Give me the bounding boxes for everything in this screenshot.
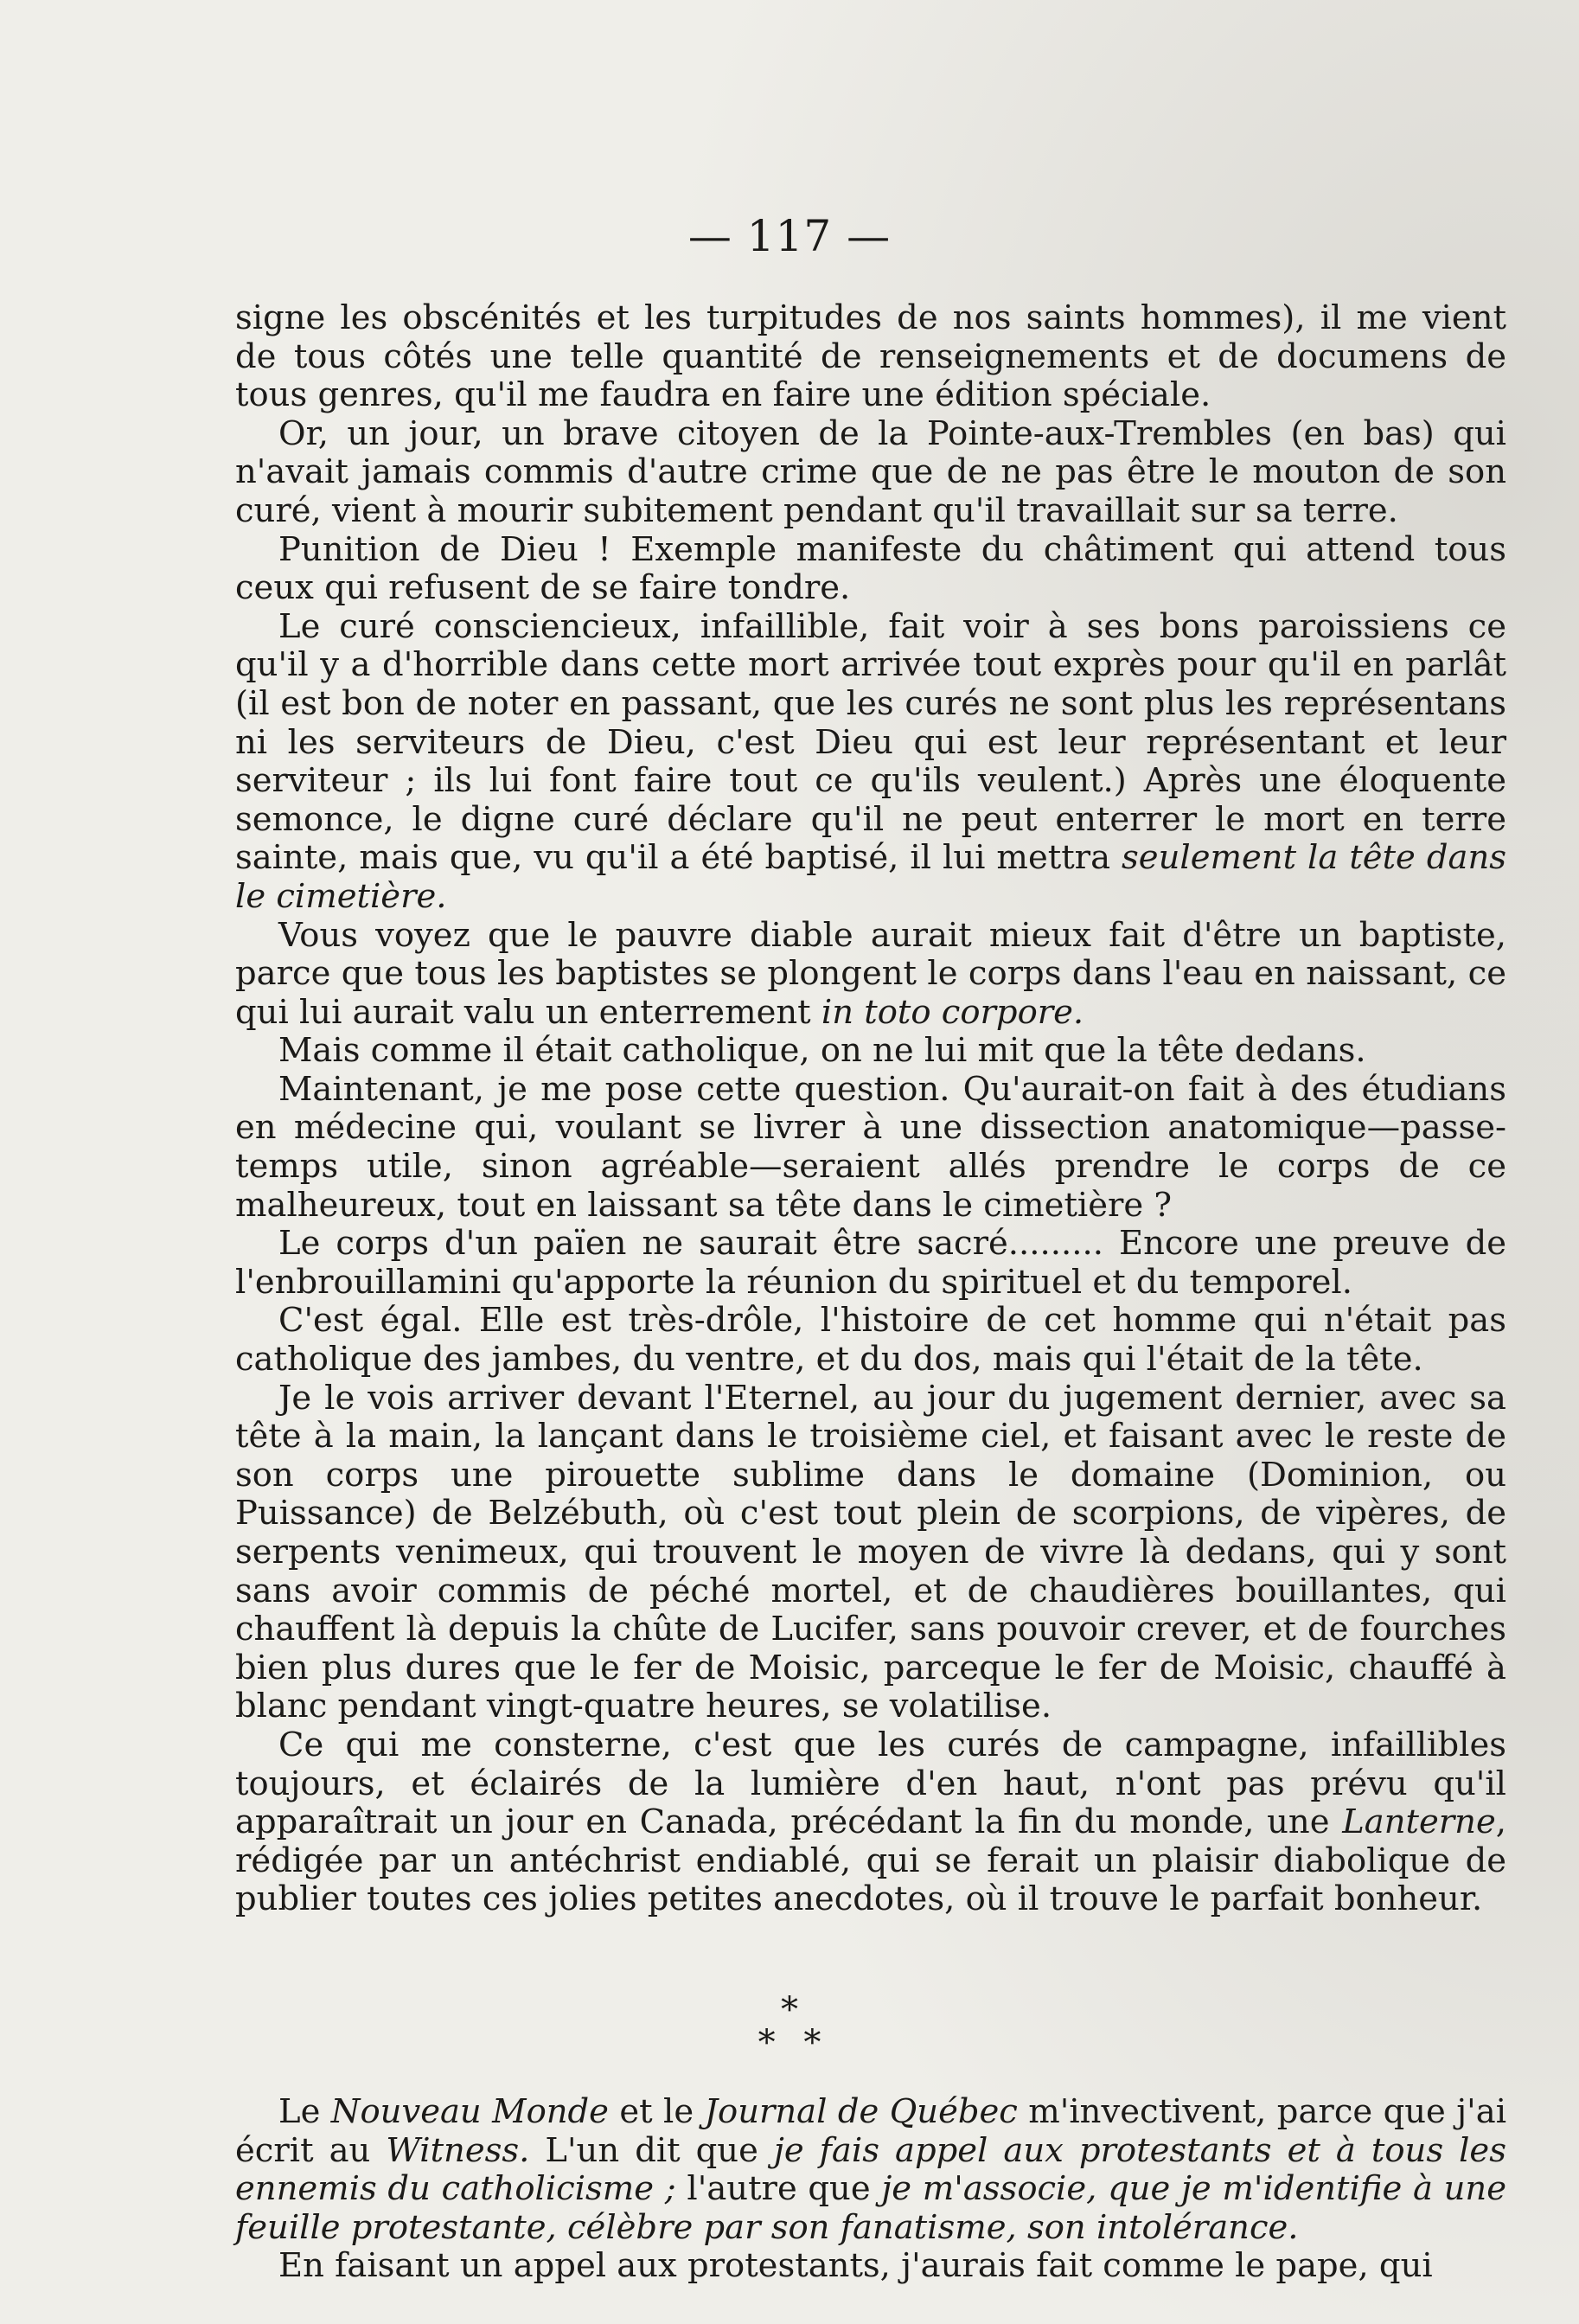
italic-text: seulement la tête dans le cimetière. [235, 838, 1506, 916]
text-run: m'invectivent, parce que j'ai écrit au [235, 2092, 1507, 2170]
paragraph [235, 531, 1506, 608]
paragraph [235, 2093, 1506, 2247]
asterism-star-left: * [758, 2023, 776, 2063]
text-run: En faisant un appel aux protestants, j'aurais fait comme le pape, qui [278, 2246, 1433, 2286]
text-run: l'autre que [675, 2169, 882, 2209]
paragraph [235, 1302, 1506, 1379]
asterism-star-top: * [781, 1990, 798, 2030]
text-run: Vous voyez que le pauvre diable aurait mieux fait d'être un baptiste, parce que tous les baptistes se plongent le corps dans l'eau en naissant, ce qui lui aurait valu un enterrement [235, 915, 1506, 1032]
text-run: et le [608, 2092, 705, 2131]
paragraph [235, 1726, 1506, 1919]
paragraph [235, 1071, 1506, 1225]
italic-text: je fais appel aux protestants et à tous les ennemis du catholicisme ; [235, 2130, 1506, 2209]
paragraph [235, 415, 1506, 531]
italic-text: je m'associe, que je m'identifie à une feuille protestante, célèbre par son fanatisme, son intolérance. [235, 2169, 1506, 2247]
paragraph [235, 917, 1506, 1033]
text-run: Mais comme il était catholique, on ne lui mit que la tête dedans. [278, 1031, 1366, 1071]
text-run: Le curé consciencieux, infaillible, fait voir à ses bons paroissiens ce qu'il y a d'horrible dans cette mort arrivée tout exprès pour qu'il en parlât (il est bon de noter en passant, que les curés ne sont plus les représentans ni les serviteurs de Dieu, c'est Dieu qui est leur représentant et leur serviteur ; ils lui font faire tout ce qu'ils veulent.) Après une éloquente semonce, le digne curé déclare qu'il ne peut enterrer le mort en terre sainte, mais que, vu qu'il a été baptisé, il lui mettra [235, 606, 1506, 878]
italic-text: Witness. [386, 2130, 530, 2170]
italic-text: Nouveau Monde [330, 2092, 609, 2131]
paragraph [235, 1225, 1506, 1302]
text-run: L'un dit que [529, 2130, 774, 2170]
text-run: Je le vois arriver devant l'Eternel, au jour du jugement dernier, avec sa tête à la main, la lançant dans le troisième ciel, et faisant avec le reste de son corps une pirouette sublime dans le domaine (Dominion, ou Puissance) de Belzébuth, où c'est tout plein de scorpions, de vipères, de serpents venimeux, qui trouvent le moyen de vivre là dedans, qui y sont sans avoir commis de péché mortel, et de chaudières bouillantes, qui chauffent là depuis la chûte de Lucifer, sans pouvoir crever, et de fourches bien plus dures que le fer de Moisic, parceque le fer de Moisic, chauffé à blanc pendant vingt-quatre heures, se volatilise. [235, 1378, 1506, 1726]
italic-text: Journal de Québec [704, 2092, 1018, 2131]
paragraph [235, 608, 1506, 917]
text-run: Or, un jour, un brave citoyen de la Pointe-aux-Trembles (en bas) qui n'avait jamais commis d'autre crime que de ne pas être le mouton de son curé, vient à mourir subitement pendant qu'il travaillait sur sa terre. [235, 413, 1506, 530]
text-run: Punition de Dieu ! Exemple manifeste du châtiment qui attend tous ceux qui refusent de se faire tondre. [235, 529, 1506, 608]
paragraph [235, 1380, 1506, 1726]
italic-text: Lanterne [1342, 1802, 1496, 1842]
body-text-continued [235, 2093, 1506, 2286]
asterism-star-right: * [803, 2023, 821, 2063]
paragraph [235, 2247, 1506, 2286]
text-run: signe les obscénités et les turpitudes de nos saints hommes), il me vient de tous côtés une telle quantité de renseignements et de documens de tous genres, qu'il me faudra en faire une édition spéciale. [235, 298, 1506, 415]
asterism-separator [0, 1990, 1579, 2063]
paragraph [235, 1032, 1506, 1071]
text-run: C'est égal. Elle est très-drôle, l'histoire de cet homme qui n'était pas catholique des jambes, du ventre, et du dos, mais qui l'était de la tête. [235, 1301, 1506, 1380]
body-text [235, 299, 1506, 1919]
text-run: Le [278, 2092, 331, 2131]
italic-text: in toto corpore. [821, 992, 1084, 1032]
text-run: , rédigée par un antéchrist endiablé, qui se ferait un plaisir diabolique de publier toutes ces jolies petites anecdotes, où il trouve le parfait bonheur. [235, 1802, 1506, 1919]
text-run: Maintenant, je me pose cette question. Qu'aurait-on fait à des étudians en médecine qui, voulant se livrer à une dissection anatomique—passe-temps utile, sinon agréable—seraient allés prendre le corps de ce malheureux, tout en laissant sa tête dans le cimetière ? [235, 1069, 1506, 1225]
page-number: — 117 — [687, 211, 892, 261]
text-run: Le corps d'un païen ne saurait être sacré......... Encore une preuve de l'enbrouillamini qu'apporte la réunion du spirituel et du temporel. [235, 1224, 1506, 1302]
paragraph [235, 299, 1506, 415]
text-run: Ce qui me consterne, c'est que les curés de campagne, infaillibles toujours, et éclairés de la lumière d'en haut, n'ont pas prévu qu'il apparaîtrait un jour en Canada, précédant la fin du monde, une [235, 1725, 1506, 1842]
